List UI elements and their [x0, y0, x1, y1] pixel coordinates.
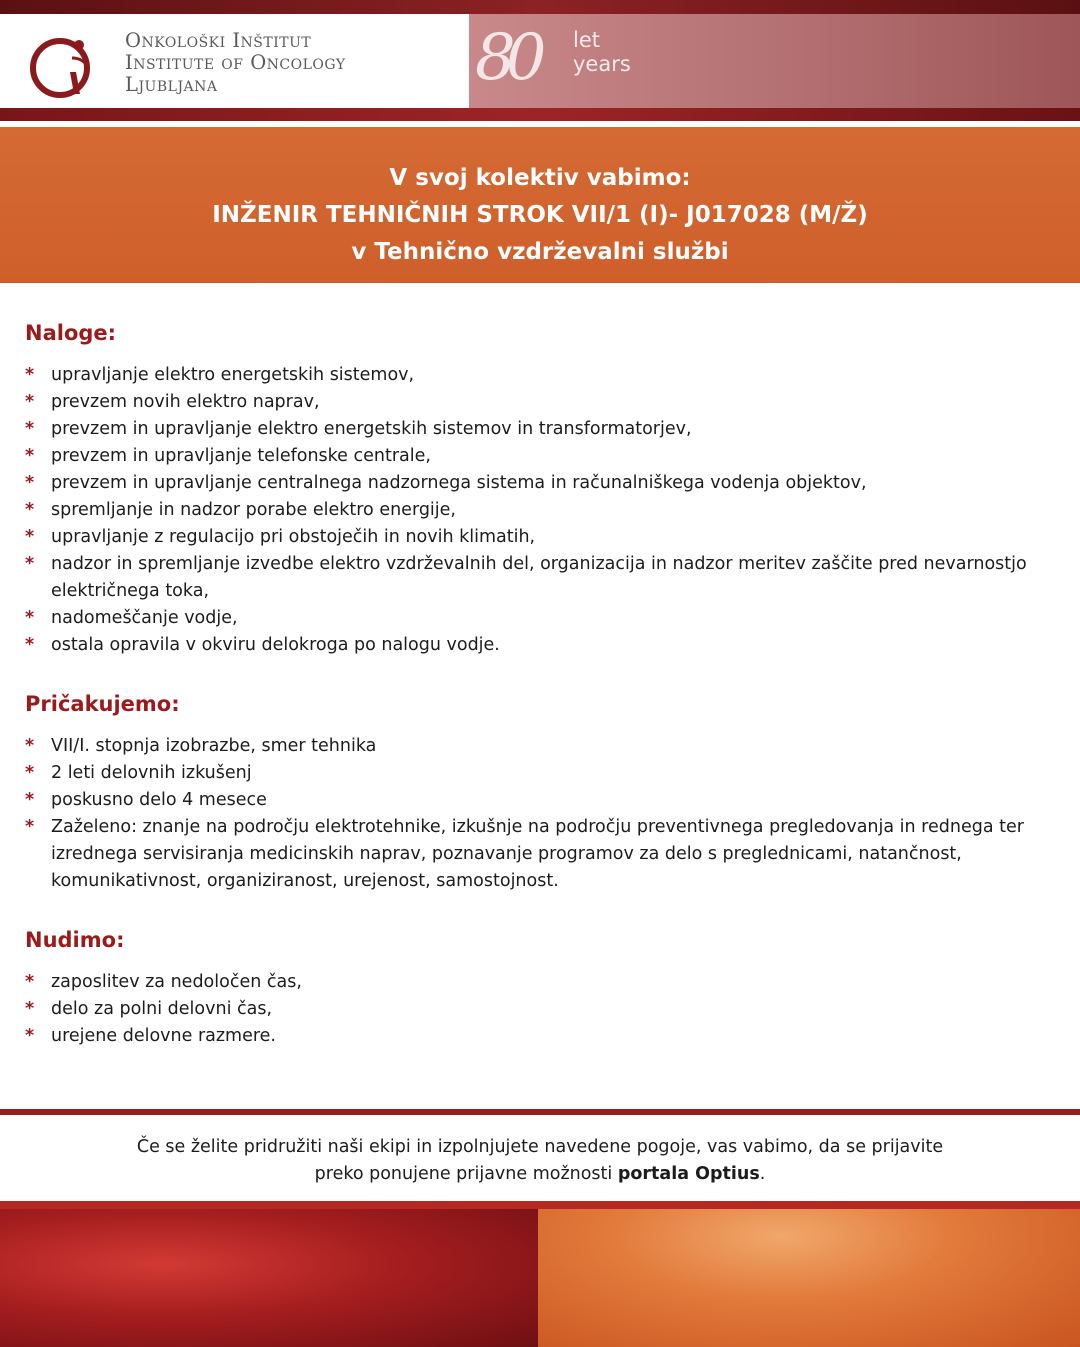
list-item [25, 1023, 1060, 1050]
anniversary-box [469, 14, 1080, 108]
anniversary-number: 80 [475, 21, 537, 95]
institute-name-line-1: Onkološki Inštitut [125, 29, 312, 52]
job-department: v Tehnično vzdrževalni službi [351, 239, 729, 265]
institute-name-line-3: Ljubljana [125, 73, 218, 96]
list-item [25, 814, 1060, 895]
list-item-text: nadzor in spremljanje izvedbe elektro vzdrževalnih del, organizacija in nadzor meritev zaščite pred nevarnostjo električnega toka, [51, 554, 1027, 601]
list-item-text: upravljanje z regulacijo pri obstoječih in novih klimatih, [51, 527, 536, 547]
bullet-icon: * [25, 972, 35, 992]
institute-logo-icon [30, 32, 98, 100]
list-item-text: zaposlitev za nedoločen čas, [51, 972, 302, 992]
bullet-icon: * [25, 392, 35, 412]
list-item-text: ostala opravila v okviru delokroga po nalogu vodje. [51, 635, 500, 655]
application-note-line-2 [0, 1161, 1080, 1188]
anniversary-word-years: years [573, 52, 631, 76]
list-item-text: 2 leti delovnih izkušenj [51, 763, 252, 783]
application-note-prefix: preko ponujene prijavne možnosti [314, 1164, 618, 1184]
anniversary-word-let: let [573, 28, 600, 52]
bullet-icon: * [25, 554, 35, 574]
list-item-text: prevzem novih elektro naprav, [51, 392, 320, 412]
section-heading: Naloge: [25, 321, 117, 345]
footer-photo-left [0, 1209, 538, 1347]
header-banner [0, 0, 1080, 121]
list-item [25, 605, 1060, 632]
optius-portal-link[interactable]: portala Optius [617, 1164, 760, 1184]
bullet-icon: * [25, 365, 35, 385]
institute-name-line-2: Institute of Oncology [125, 51, 346, 74]
section-offer [25, 925, 1060, 1050]
list-item-text: prevzem in upravljanje centralnega nadzornega sistema in računalniškega vodenja objektov, [51, 473, 867, 493]
bullet-icon: * [25, 1026, 35, 1046]
list-item-text: spremljanje in nadzor porabe elektro energije, [51, 500, 456, 520]
list-item-text: upravljanje elektro energetskih sistemov, [51, 365, 415, 385]
application-note [0, 1134, 1080, 1188]
list-item [25, 416, 1060, 443]
list-item [25, 362, 1060, 389]
bullet-icon: * [25, 446, 35, 466]
expectations-list [25, 733, 1060, 895]
application-note-suffix: . [759, 1164, 766, 1184]
list-item-text: prevzem in upravljanje telefonske centrale, [51, 446, 431, 466]
list-item [25, 443, 1060, 470]
section-heading: Nudimo: [25, 928, 125, 952]
bullet-icon: * [25, 736, 35, 756]
header-top-strip [0, 0, 1080, 14]
header-bottom-strip [0, 108, 1080, 121]
list-item [25, 470, 1060, 497]
list-item [25, 787, 1060, 814]
anniversary-words [573, 28, 631, 76]
section-expectations [25, 689, 1060, 895]
section-tasks [25, 318, 1060, 659]
bullet-icon: * [25, 527, 35, 547]
list-item [25, 524, 1060, 551]
list-item [25, 760, 1060, 787]
list-item [25, 733, 1060, 760]
task-list [25, 362, 1060, 659]
bullet-icon: * [25, 608, 35, 628]
bullet-icon: * [25, 500, 35, 520]
footer-accent-strip [0, 1201, 1080, 1209]
section-heading: Pričakujemo: [25, 692, 180, 716]
list-item-text: VII/I. stopnja izobrazbe, smer tehnika [51, 736, 377, 756]
footer-divider [0, 1109, 1080, 1115]
offer-list [25, 969, 1060, 1050]
list-item [25, 551, 1060, 605]
application-note-line-1: Če se želite pridružiti naši ekipi in izpolnjujete navedene pogoje, vas vabimo, da se prijavite [136, 1137, 944, 1157]
job-title-band [0, 127, 1080, 283]
list-item [25, 632, 1060, 659]
bullet-icon: * [25, 790, 35, 810]
list-item [25, 996, 1060, 1023]
list-item-text: delo za polni delovni čas, [51, 999, 273, 1019]
list-item-text: poskusno delo 4 mesece [51, 790, 267, 810]
bullet-icon: * [25, 999, 35, 1019]
bullet-icon: * [25, 473, 35, 493]
list-item-text: prevzem in upravljanje elektro energetskih sistemov in transformatorjev, [51, 419, 692, 439]
job-description [25, 318, 1060, 1080]
list-item-text: nadomeščanje vodje, [51, 608, 238, 628]
bullet-icon: * [25, 419, 35, 439]
bullet-icon: * [25, 817, 35, 837]
institute-name [125, 30, 346, 96]
list-item [25, 389, 1060, 416]
bullet-icon: * [25, 635, 35, 655]
logo-box [0, 14, 469, 108]
bullet-icon: * [25, 763, 35, 783]
title-intro: V svoj kolektiv vabimo: [389, 165, 691, 191]
footer-photo-banner [0, 1209, 1080, 1347]
footer-photo-right [538, 1209, 1080, 1347]
list-item [25, 497, 1060, 524]
list-item [25, 969, 1060, 996]
list-item-text: Zaželeno: znanje na področju elektrotehnike, izkušnje na področju preventivnega pregledovanja in rednega ter izrednega servisiranja medicinskih naprav, poznavanje programov za delo s preglednicami, natančnost, komunikativnost, organiziranost, urejenost, samostojnost. [51, 817, 1024, 891]
list-item-text: urejene delovne razmere. [51, 1026, 276, 1046]
job-title: INŽENIR TEHNIČNIH STROK VII/1 (I)- J017028 (M/Ž) [212, 202, 868, 228]
